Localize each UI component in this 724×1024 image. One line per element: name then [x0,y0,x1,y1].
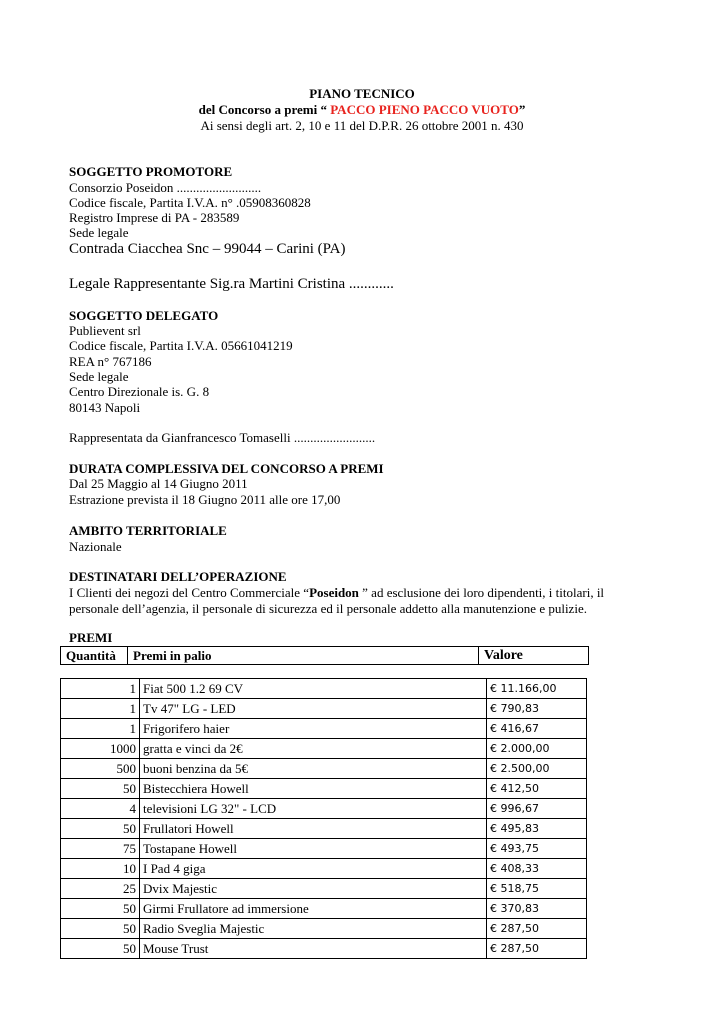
prizes-table-body [61,679,587,959]
prize-quantity: 1 [61,699,140,719]
ambito-heading: AMBITO TERRITORIALE [69,523,227,538]
prize-quantity: 10 [61,859,140,879]
prize-quantity: 500 [61,759,140,779]
prize-name: Bistecchiera Howell [140,779,487,799]
delegato-rappresentata: Rappresentata da Gianfrancesco Tomaselli ......................... [69,430,376,445]
premi-heading: PREMI [69,630,113,645]
prizes-table [60,678,587,959]
prize-name: Tostapane Howell [140,839,487,859]
promotore-legale: Legale Rappresentante Sig.ra Martini Cristina ............ [69,276,394,292]
prize-quantity: 25 [61,879,140,899]
ambito-value: Nazionale [69,539,122,554]
delegato-cf: Codice fiscale, Partita I.V.A. 05661041219 [69,338,293,353]
contest-name: PACCO PIENO PACCO VUOTO [330,102,519,117]
prize-value: € 495,83 [487,819,587,839]
prize-quantity: 50 [61,939,140,959]
table-row [61,839,587,859]
durata-estrazione: Estrazione prevista il 18 Giugno 2011 alle ore 17,00 [69,492,341,507]
table-row [61,779,587,799]
prize-name: Radio Sveglia Majestic [140,919,487,939]
prizes-header-row [61,647,589,665]
prize-value: € 493,75 [487,839,587,859]
prize-value: € 518,75 [487,879,587,899]
prize-quantity: 1 [61,719,140,739]
column-header-quantita: Quantità [61,647,128,665]
delegato-address-1: Centro Direzionale is. G. 8 [69,384,210,399]
prize-value: € 416,67 [487,719,587,739]
table-row [61,759,587,779]
prize-name: televisioni LG 32" - LCD [140,799,487,819]
prizes-header-table [60,646,589,665]
prize-name: I Pad 4 giga [140,859,487,879]
prize-name: Frullatori Howell [140,819,487,839]
subtitle-post: ” [518,102,526,117]
table-row [61,799,587,819]
prize-name: Frigorifero haier [140,719,487,739]
table-row [61,699,587,719]
delegato-address-2: 80143 Napoli [69,400,141,415]
prize-value: € 287,50 [487,919,587,939]
prize-name: buoni benzina da 5€ [140,759,487,779]
prize-value: € 2.500,00 [487,759,587,779]
table-row [61,719,587,739]
legal-reference: Ai sensi degli art. 2, 10 e 11 del D.P.R. 26 ottobre 2001 n. 430 [200,118,524,133]
prize-quantity: 1000 [61,739,140,759]
prize-value: € 790,83 [487,699,587,719]
table-row [61,819,587,839]
prize-quantity: 4 [61,799,140,819]
prize-name: gratta e vinci da 2€ [140,739,487,759]
subtitle-pre: del Concorso a premi “ [198,102,331,117]
delegato-rea: REA n° 767186 [69,354,152,369]
durata-dates: Dal 25 Maggio al 14 Giugno 2011 [69,476,248,491]
prize-name: Dvix Majestic [140,879,487,899]
destinatari-text [69,585,629,617]
table-row [61,939,587,959]
destinatari-text-bold: Poseidon [309,585,359,600]
prize-quantity: 50 [61,919,140,939]
prize-quantity: 1 [61,679,140,699]
prize-quantity: 50 [61,819,140,839]
prize-quantity: 75 [61,839,140,859]
prize-value: € 2.000,00 [487,739,587,759]
destinatari-heading: DESTINATARI DELL’OPERAZIONE [69,569,287,584]
destinatari-text-post: ” ad esclusione dei loro dipendenti, i titolari, il personale dell’agenzia, il personale di sicurezza ed il personale addetto alla manutenzione e pulizie. [69,585,605,616]
promotore-sede-label: Sede legale [69,225,129,240]
promotore-heading: SOGGETTO PROMOTORE [69,164,233,179]
delegato-sede-label: Sede legale [69,369,129,384]
doc-subtitle [0,102,724,118]
table-row [61,859,587,879]
table-row [61,899,587,919]
prize-value: € 408,33 [487,859,587,879]
doc-title: PIANO TECNICO [309,86,415,101]
prize-name: Girmi Frullatore ad immersione [140,899,487,919]
prize-name: Tv 47" LG - LED [140,699,487,719]
prize-name: Fiat 500 1.2 69 CV [140,679,487,699]
table-row [61,679,587,699]
destinatari-text-pre: I Clienti dei negozi del Centro Commerciale “ [69,585,310,600]
promotore-registro: Registro Imprese di PA - 283589 [69,210,240,225]
delegato-heading: SOGGETTO DELEGATO [69,308,219,323]
column-header-valore: Valore [479,647,589,665]
table-row [61,919,587,939]
prize-value: € 370,83 [487,899,587,919]
promotore-address: Contrada Ciacchea Snc – 99044 – Carini (PA) [69,241,346,257]
prize-value: € 412,50 [487,779,587,799]
prize-value: € 996,67 [487,799,587,819]
delegato-name: Publievent srl [69,323,141,338]
table-row [61,879,587,899]
prize-quantity: 50 [61,899,140,919]
table-row [61,739,587,759]
prize-quantity: 50 [61,779,140,799]
column-header-premi: Premi in palio [128,647,479,665]
prize-value: € 11.166,00 [487,679,587,699]
durata-heading: DURATA COMPLESSIVA DEL CONCORSO A PREMI [69,461,384,476]
prize-name: Mouse Trust [140,939,487,959]
prize-value: € 287,50 [487,939,587,959]
promotore-cf: Codice fiscale, Partita I.V.A. n° .05908360828 [69,195,311,210]
promotore-name: Consorzio Poseidon .......................... [69,180,262,195]
